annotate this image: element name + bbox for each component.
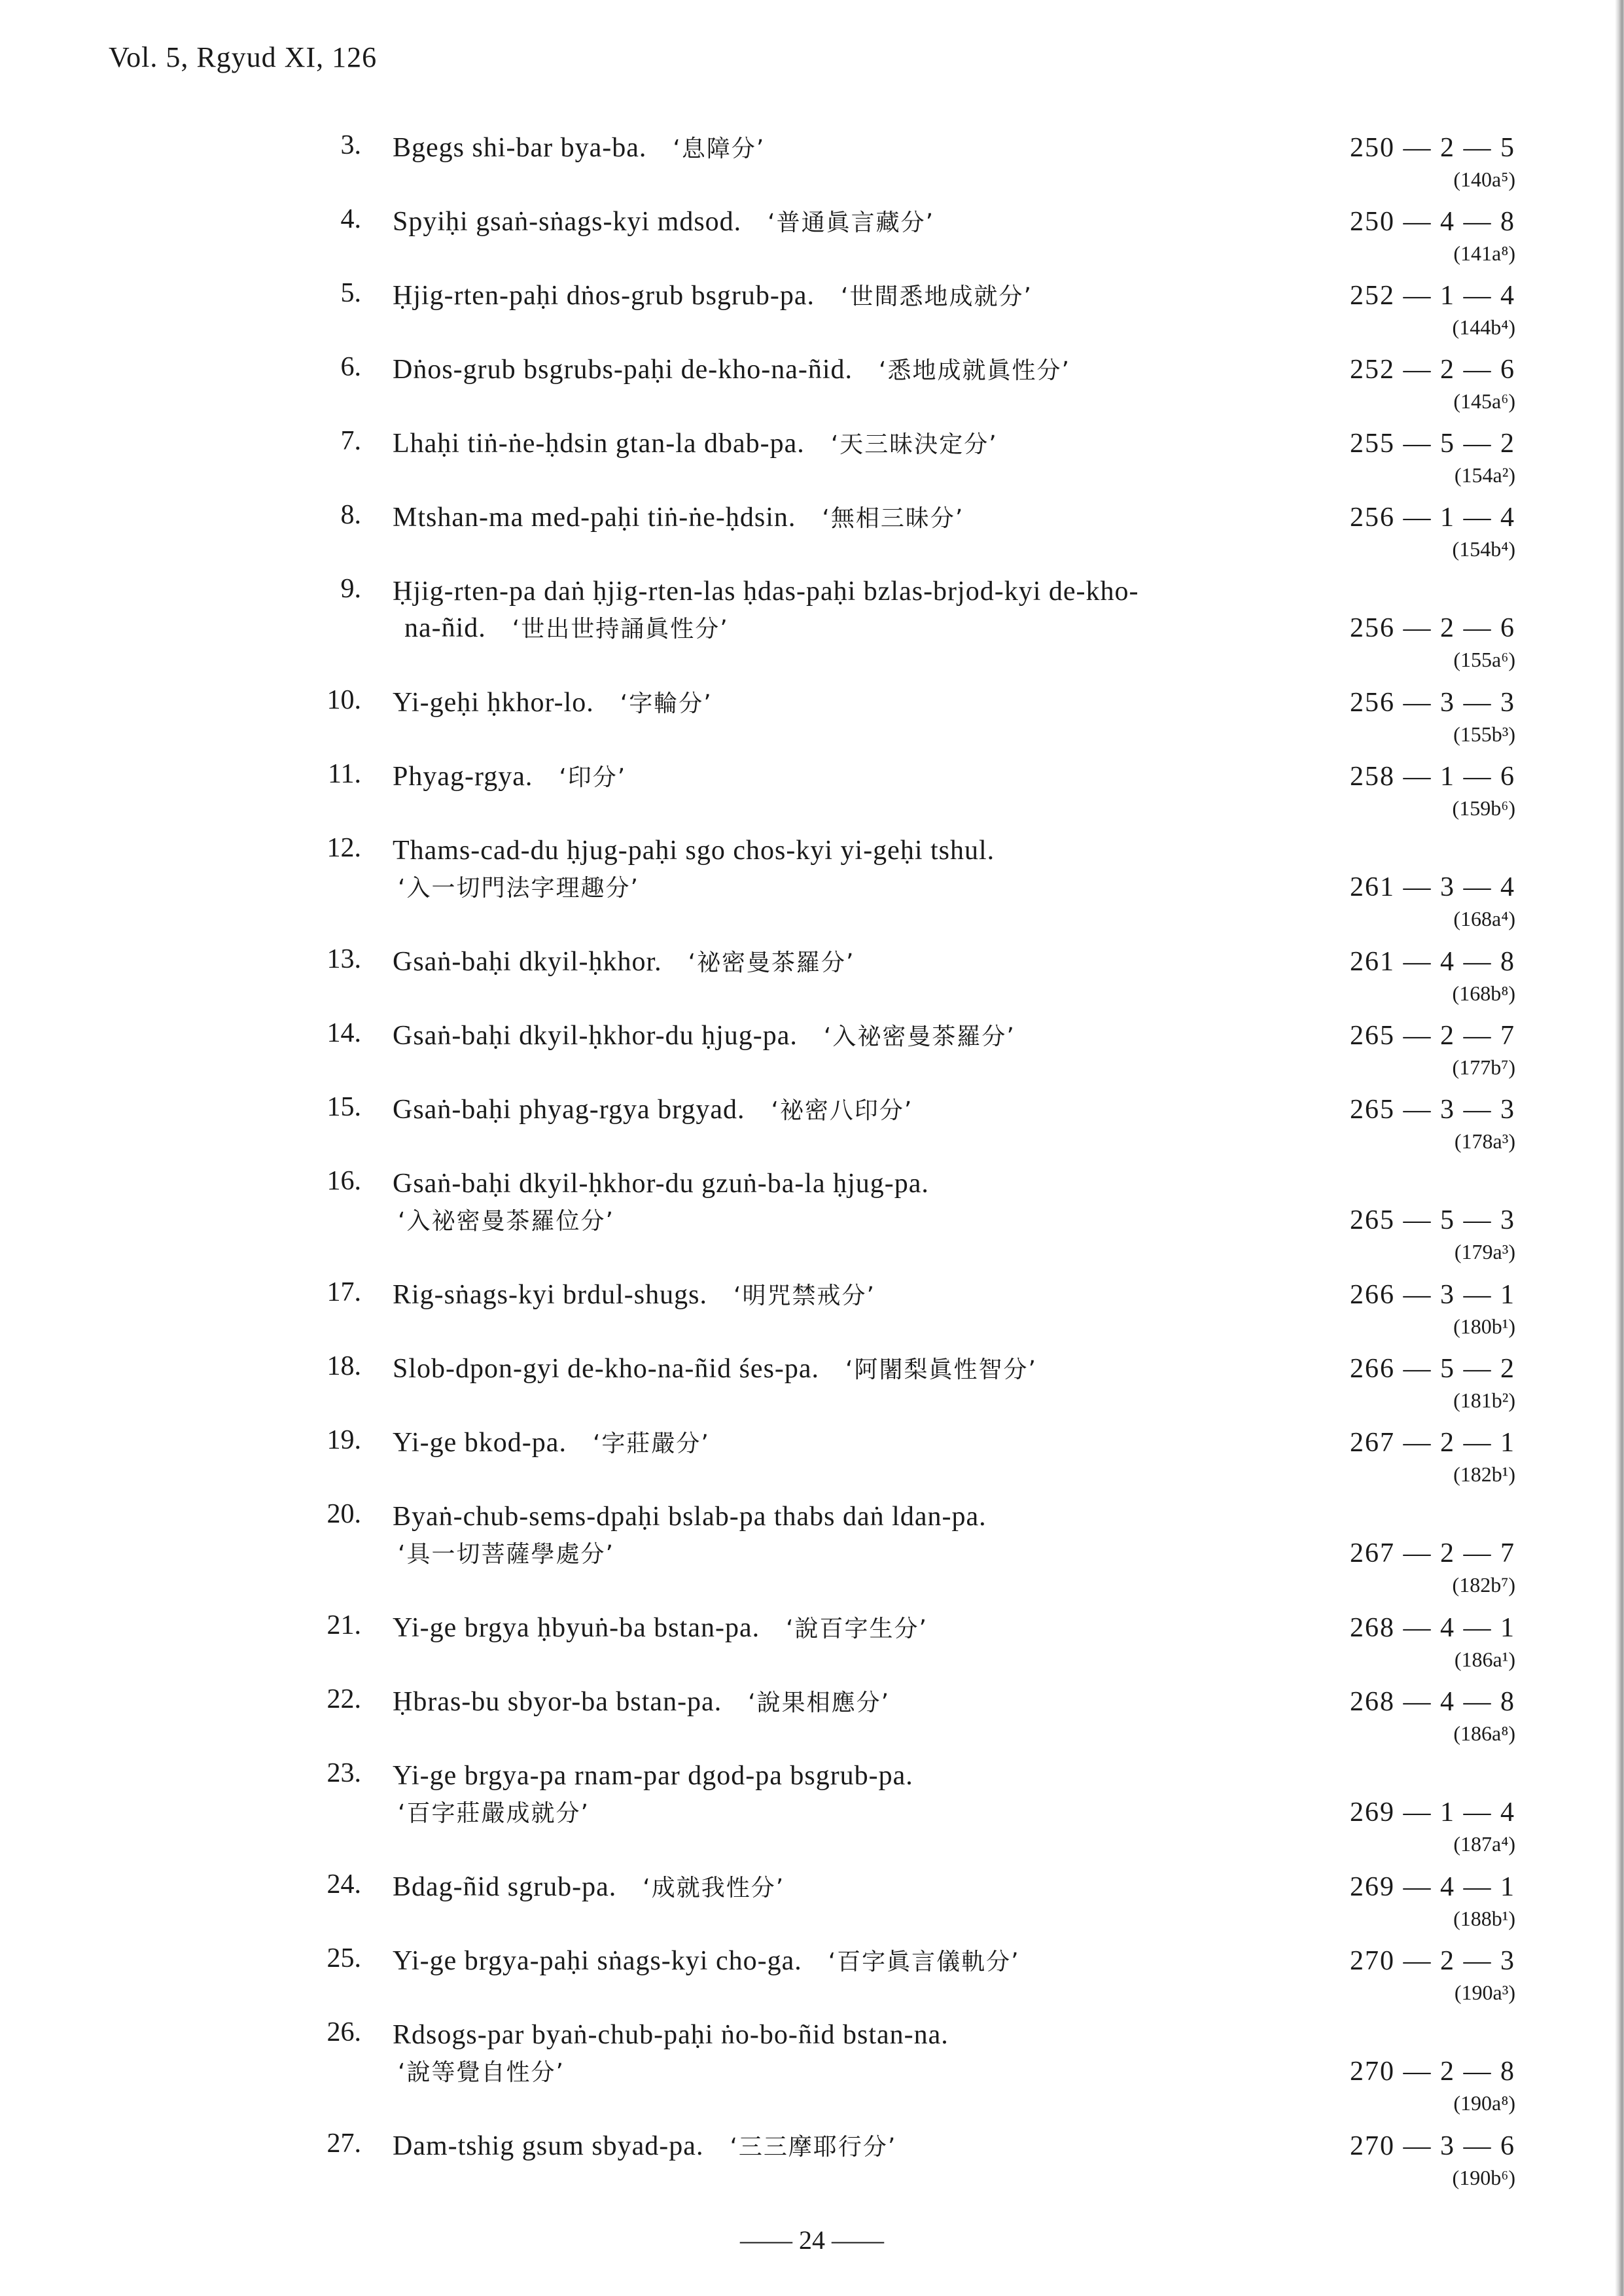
page-reference [1350, 351, 1515, 414]
japanese-title: ‘成就我性分’ [643, 1875, 785, 1901]
entry-item [0, 1752, 1624, 1863]
entry-title-line [393, 1869, 1361, 1907]
entry-title-block [393, 1493, 1361, 1573]
entry-title-line [393, 1610, 1361, 1648]
japanese-title: ‘說百字生分’ [786, 1616, 928, 1642]
japanese-title: ‘無相三昧分’ [822, 505, 964, 532]
page-reference [1350, 1684, 1515, 1746]
entry-title-line [393, 684, 1361, 722]
entry-item [0, 568, 1624, 679]
entry-title-line [393, 203, 1361, 241]
entry-title-line [393, 758, 1361, 796]
entry-number: 19. [327, 1425, 361, 1455]
japanese-title: ‘明咒禁戒分’ [733, 1282, 875, 1309]
folio-number: (181b²) [1453, 1388, 1515, 1412]
page-reference [1350, 1535, 1515, 1598]
entry-title-line [393, 1498, 1361, 1535]
entry-item [0, 1271, 1624, 1345]
page-reference [1350, 499, 1515, 562]
entry-title-line [393, 2053, 1361, 2091]
tibetan-title: Yi-geḥi ḥkhor-lo. [393, 688, 594, 718]
page-reference [1350, 1943, 1515, 2005]
entry-title-block [393, 420, 1361, 463]
entry-number: 5. [340, 278, 361, 308]
japanese-title: ‘祕密八印分’ [771, 1097, 913, 1124]
japanese-title: ‘說果相應分’ [748, 1689, 891, 1716]
entry-item [0, 198, 1624, 272]
entry-title-line [393, 1424, 1361, 1462]
japanese-title: ‘三三摩耶行分’ [730, 2134, 897, 2161]
japanese-title: ‘入祕密曼茶羅位分’ [398, 1208, 614, 1235]
tibetan-title: Ḥjig-rten-pa daṅ ḥjig-rten-las ḥdas-paḥi bzlas-brjod-kyi de-kho- [393, 576, 1139, 607]
reference-number: 265 — 2 — 7 [1350, 1021, 1515, 1051]
entry-item [0, 346, 1624, 420]
entry-title-block [393, 198, 1361, 241]
tibetan-title: Ḥbras-bu sbyor-ba bstan-pa. [393, 1687, 722, 1717]
page-reference [1350, 425, 1515, 488]
entry-item [0, 1937, 1624, 2011]
entry-item [0, 2011, 1624, 2123]
japanese-title: ‘入祕密曼茶羅分’ [823, 1023, 1015, 1050]
entry-title-line [393, 1757, 1361, 1794]
entry-title-line [393, 130, 1361, 168]
entry-number: 22. [327, 1684, 361, 1714]
folio-number: (154b⁴) [1452, 537, 1515, 561]
folio-number: (154a²) [1454, 463, 1515, 487]
japanese-title: ‘阿闍梨眞性智分’ [845, 1356, 1037, 1383]
entry-title-block [393, 124, 1361, 168]
entry-item [0, 1678, 1624, 1752]
page-reference [1350, 277, 1515, 340]
entry-item [0, 1345, 1624, 1419]
page-reference [1350, 1351, 1515, 1413]
entry-title-block [393, 2011, 1361, 2091]
reference-number: 269 — 4 — 1 [1350, 1872, 1515, 1902]
entry-title-line [393, 2128, 1361, 2166]
japanese-title: ‘普通眞言藏分’ [768, 209, 935, 236]
entry-number: 16. [327, 1166, 361, 1196]
page-reference [1350, 2128, 1515, 2191]
reference-number: 270 — 2 — 3 [1350, 1946, 1515, 1976]
tibetan-title: Slob-dpon-gyi de-kho-na-ñid śes-pa. [393, 1354, 820, 1384]
tibetan-title: Lhaḥi tiṅ-ṅe-ḥdsin gtan-la dbab-pa. [393, 429, 805, 459]
reference-number: 268 — 4 — 8 [1350, 1687, 1515, 1717]
page-reference [1350, 1202, 1515, 1265]
entry-title-block [393, 1752, 1361, 1832]
entry-title-block [393, 1419, 1361, 1462]
japanese-title: ‘百字眞言儀軌分’ [828, 1949, 1020, 1975]
folio-number: (179a³) [1454, 1240, 1515, 1263]
entry-title-line [393, 1091, 1361, 1129]
entry-list [0, 124, 1624, 2197]
entry-number: 17. [327, 1277, 361, 1307]
page-reference [1350, 1091, 1515, 1154]
folio-number: (168b⁸) [1452, 981, 1515, 1005]
entry-title-line [393, 1535, 1361, 1573]
entry-item [0, 1086, 1624, 1160]
entry-item [0, 1419, 1624, 1493]
entry-title-line [393, 499, 1361, 537]
tibetan-title: Gsaṅ-baḥi dkyil-ḥkhor-du ḥjug-pa. [393, 1021, 798, 1051]
entry-title-line [393, 425, 1361, 463]
tibetan-title: Rig-sṅags-kyi brdul-shugs. [393, 1280, 707, 1310]
entry-title-line [393, 573, 1361, 610]
entry-number: 26. [327, 2017, 361, 2047]
entry-title-block [393, 1086, 1361, 1129]
folio-number: (190b⁶) [1452, 2166, 1515, 2189]
entry-number: 27. [327, 2128, 361, 2159]
entry-title-block [393, 679, 1361, 722]
entry-number: 13. [327, 944, 361, 974]
entry-number: 11. [328, 759, 361, 789]
reference-number: 268 — 4 — 1 [1350, 1613, 1515, 1643]
reference-number: 270 — 2 — 8 [1350, 2057, 1515, 2087]
folio-number: (190a³) [1454, 1981, 1515, 2004]
japanese-title: ‘息障分’ [673, 135, 766, 162]
entry-title-line [393, 944, 1361, 981]
entry-title-line [393, 1202, 1361, 1240]
folio-number: (140a⁵) [1453, 168, 1515, 191]
entry-number: 6. [340, 352, 361, 382]
entry-title-block [393, 1937, 1361, 1981]
folio-number: (178a³) [1454, 1129, 1515, 1153]
entry-title-line [393, 832, 1361, 869]
tibetan-title: Yi-ge bkod-pa. [393, 1428, 567, 1458]
tibetan-title: Yi-ge brgya ḥbyuṅ-ba bstan-pa. [393, 1613, 760, 1643]
entry-title-block [393, 2123, 1361, 2166]
reference-number: 250 — 2 — 5 [1350, 133, 1515, 163]
folio-number: (141a⁸) [1453, 241, 1515, 265]
japanese-title: ‘世出世持誦眞性分’ [512, 616, 729, 643]
page-reference [1350, 1424, 1515, 1487]
page-reference [1350, 610, 1515, 673]
tibetan-title: Bdag-ñid sgrub-pa. [393, 1872, 617, 1902]
page-number: —— 24 —— [740, 2225, 884, 2255]
entry-title-line [393, 1351, 1361, 1388]
folio-number: (186a¹) [1454, 1648, 1515, 1671]
scan-edge-shadow [1615, 0, 1624, 2296]
entry-item [0, 1160, 1624, 1271]
entry-title-line [393, 610, 1361, 648]
entry-title-block [393, 272, 1361, 315]
tibetan-title: Gsaṅ-baḥi dkyil-ḥkhor-du gzuṅ-ba-la ḥjug-pa. [393, 1169, 929, 1199]
tibetan-title: Thams-cad-du ḥjug-paḥi sgo chos-kyi yi-geḥi tshul. [393, 836, 995, 866]
folio-number: (145a⁶) [1453, 389, 1515, 413]
reference-number: 252 — 2 — 6 [1350, 355, 1515, 385]
entry-item [0, 827, 1624, 938]
entry-number: 24. [327, 1869, 361, 1899]
entry-title-line [393, 351, 1361, 389]
folio-number: (180b¹) [1453, 1315, 1515, 1338]
running-header: Vol. 5, Rgyud XI, 126 [109, 41, 378, 73]
page-reference [1350, 1277, 1515, 1339]
japanese-title: ‘字輪分’ [620, 690, 713, 717]
reference-number: 270 — 3 — 6 [1350, 2131, 1515, 2161]
reference-number: 267 — 2 — 7 [1350, 1538, 1515, 1568]
page-reference [1350, 1794, 1515, 1857]
folio-number: (177b⁷) [1452, 1055, 1515, 1079]
japanese-title: ‘百字莊嚴成就分’ [398, 1800, 590, 1827]
japanese-title: ‘說等覺自性分’ [398, 2059, 565, 2086]
entry-title-line [393, 869, 1361, 907]
page-reference [1350, 1610, 1515, 1672]
japanese-title: ‘具一切菩薩學處分’ [398, 1541, 614, 1568]
entry-number: 23. [327, 1758, 361, 1788]
reference-number: 267 — 2 — 1 [1350, 1428, 1515, 1458]
tibetan-title: Byaṅ-chub-sems-dpaḥi bslab-pa thabs daṅ ldan-pa. [393, 1502, 987, 1532]
entry-title-block [393, 1271, 1361, 1315]
entry-number: 25. [327, 1943, 361, 1973]
entry-title-block [393, 346, 1361, 389]
reference-number: 261 — 4 — 8 [1350, 947, 1515, 977]
entry-title-line [393, 1165, 1361, 1202]
page-reference [1350, 758, 1515, 821]
folio-number: (187a⁴) [1453, 1832, 1515, 1856]
entry-item [0, 494, 1624, 568]
entry-title-block [393, 1678, 1361, 1722]
reference-number: 252 — 1 — 4 [1350, 281, 1515, 311]
entry-item [0, 1012, 1624, 1086]
japanese-title: ‘悉地成就眞性分’ [879, 357, 1070, 384]
japanese-title: ‘印分’ [559, 764, 627, 791]
reference-number: 250 — 4 — 8 [1350, 207, 1515, 237]
reference-number: 265 — 3 — 3 [1350, 1095, 1515, 1125]
entry-number: 20. [327, 1499, 361, 1529]
page-reference [1350, 203, 1515, 266]
folio-number: (190a⁸) [1453, 2091, 1515, 2115]
folio-number: (159b⁶) [1452, 796, 1515, 820]
entry-title-block [393, 827, 1361, 907]
entry-title-block [393, 1863, 1361, 1907]
entry-item [0, 272, 1624, 346]
entry-title-block [393, 1160, 1361, 1240]
page-reference [1350, 684, 1515, 747]
tibetan-title: Ḥjig-rten-paḥi dṅos-grub bsgrub-pa. [393, 281, 815, 311]
entry-title-block [393, 1345, 1361, 1388]
tibetan-title: Phyag-rgya. [393, 762, 533, 792]
tibetan-title: Dṅos-grub bsgrubs-paḥi de-kho-na-ñid. [393, 355, 853, 385]
tibetan-title: na-ñid. [404, 613, 486, 643]
entry-number: 4. [340, 204, 361, 234]
entry-number: 12. [327, 833, 361, 863]
reference-number: 261 — 3 — 4 [1350, 872, 1515, 902]
folio-number: (188b¹) [1453, 1907, 1515, 1930]
japanese-title: ‘入一切門法字理趣分’ [398, 875, 639, 902]
entry-title-line [393, 1794, 1361, 1832]
page-reference [1350, 2053, 1515, 2116]
entry-item [0, 1604, 1624, 1678]
entry-item [0, 124, 1624, 198]
tibetan-title: Gsaṅ-baḥi phyag-rgya brgyad. [393, 1095, 745, 1125]
folio-number: (155a⁶) [1453, 648, 1515, 671]
entry-title-block [393, 1012, 1361, 1055]
entry-number: 10. [327, 685, 361, 715]
tibetan-title: Gsaṅ-baḥi dkyil-ḥkhor. [393, 947, 662, 977]
tibetan-title: Spyiḥi gsaṅ-sṅags-kyi mdsod. [393, 207, 742, 237]
tibetan-title: Rdsogs-par byaṅ-chub-paḥi ṅo-bo-ñid bstan-na. [393, 2020, 949, 2050]
entry-number: 8. [340, 500, 361, 530]
reference-number: 266 — 3 — 1 [1350, 1280, 1515, 1310]
entry-item [0, 1863, 1624, 1937]
entry-title-line [393, 1943, 1361, 1981]
reference-number: 265 — 5 — 3 [1350, 1205, 1515, 1235]
entry-title-block [393, 753, 1361, 796]
japanese-title: ‘祕密曼茶羅分’ [688, 949, 855, 976]
entry-title-line [393, 1277, 1361, 1315]
tibetan-title: Yi-ge brgya-pa rnam-par dgod-pa bsgrub-pa. [393, 1761, 913, 1791]
entry-title-block [393, 494, 1361, 537]
entry-item [0, 420, 1624, 494]
reference-number: 269 — 1 — 4 [1350, 1797, 1515, 1828]
japanese-title: ‘字莊嚴分’ [592, 1430, 710, 1457]
tibetan-title: Bgegs shi-bar bya-ba. [393, 133, 647, 163]
entry-item [0, 679, 1624, 753]
entry-number: 3. [340, 130, 361, 160]
tibetan-title: Yi-ge brgya-paḥi sṅags-kyi cho-ga. [393, 1946, 802, 1976]
entry-number: 9. [340, 574, 361, 604]
entry-title-line [393, 277, 1361, 315]
folio-number: (155b³) [1453, 722, 1515, 746]
reference-number: 258 — 1 — 6 [1350, 762, 1515, 792]
entry-title-block [393, 568, 1361, 648]
entry-item [0, 1493, 1624, 1604]
entry-number: 21. [327, 1610, 361, 1640]
entry-number: 14. [327, 1018, 361, 1048]
entry-title-line [393, 1017, 1361, 1055]
page-reference [1350, 1869, 1515, 1932]
entry-number: 15. [327, 1092, 361, 1122]
tibetan-title: Mtshan-ma med-paḥi tiṅ-ṅe-ḥdsin. [393, 503, 796, 533]
folio-number: (186a⁸) [1453, 1722, 1515, 1745]
entry-item [0, 2123, 1624, 2197]
reference-number: 256 — 1 — 4 [1350, 503, 1515, 533]
japanese-title: ‘天三昧決定分’ [830, 431, 998, 458]
page-reference [1350, 1017, 1515, 1080]
page-reference [1350, 944, 1515, 1006]
japanese-title: ‘世間悉地成就分’ [841, 283, 1033, 310]
folio-number: (168a⁴) [1453, 907, 1515, 930]
reference-number: 256 — 3 — 3 [1350, 688, 1515, 718]
folio-number: (182b¹) [1453, 1462, 1515, 1486]
page-reference [1350, 130, 1515, 192]
folio-number: (144b⁴) [1452, 315, 1515, 339]
entry-title-line [393, 2017, 1361, 2053]
folio-number: (182b⁷) [1452, 1573, 1515, 1597]
entry-number: 7. [340, 426, 361, 456]
entry-item [0, 753, 1624, 827]
page-reference [1350, 869, 1515, 932]
entry-number: 18. [327, 1351, 361, 1381]
tibetan-title: Dam-tshig gsum sbyad-pa. [393, 2131, 704, 2161]
entry-title-block [393, 938, 1361, 981]
reference-number: 256 — 2 — 6 [1350, 613, 1515, 643]
entry-title-block [393, 1604, 1361, 1648]
entry-item [0, 938, 1624, 1012]
entry-title-line [393, 1684, 1361, 1722]
reference-number: 255 — 5 — 2 [1350, 429, 1515, 459]
reference-number: 266 — 5 — 2 [1350, 1354, 1515, 1384]
